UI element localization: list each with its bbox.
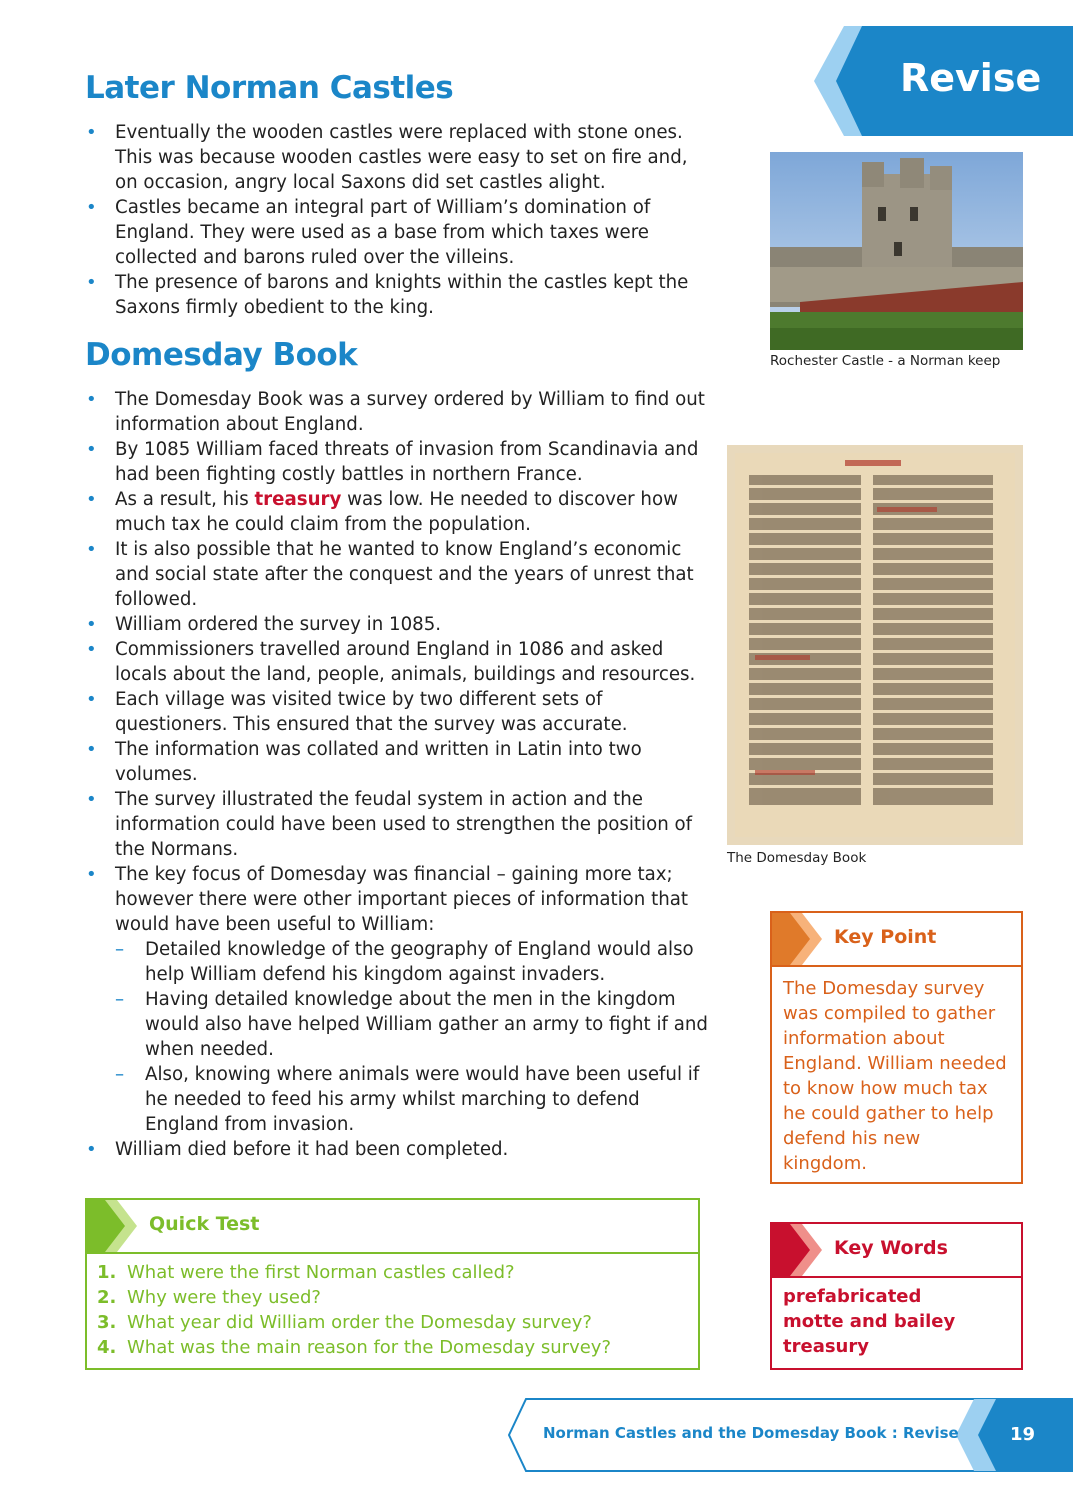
revise-tab-label: Revise	[900, 56, 1042, 100]
key-point-body	[772, 965, 1021, 1182]
quick-test-title: Quick Test	[149, 1213, 260, 1235]
question-number: 4.	[97, 1337, 117, 1358]
key-words-header	[772, 1224, 1021, 1278]
domesday-book-caption: The Domesday Book	[727, 850, 867, 866]
question-text: What year did William order the Domesday survey?	[127, 1312, 592, 1333]
key-point-title: Key Point	[834, 926, 937, 948]
sub-list-item: – Detailed knowledge of the geography of England would also help William defend his kingdom against invaders.	[115, 937, 710, 987]
domesday-book-photo	[727, 445, 1023, 845]
list-item	[97, 1335, 687, 1360]
sub-list-item: – Having detailed knowledge about the men in the kingdom would also have helped William gather an army to fight if and when needed.	[115, 987, 710, 1062]
question-text: What were the first Norman castles called?	[127, 1262, 515, 1283]
key-words-box	[770, 1222, 1023, 1370]
revise-tab	[814, 26, 1073, 136]
list-item	[97, 1310, 687, 1335]
text-span: was low. He needed to discover how much tax he could claim from the population.	[115, 489, 678, 535]
key-words-title: Key Words	[834, 1237, 948, 1259]
keyword-treasury: treasury	[254, 489, 342, 510]
list-item: • The presence of barons and knights within the castles kept the Saxons firmly obedient to the king.	[85, 270, 710, 320]
quick-test-body	[87, 1252, 698, 1368]
key-words-body	[772, 1276, 1021, 1368]
question-text: What was the main reason for the Domesday survey?	[127, 1337, 611, 1358]
question-text: Why were they used?	[127, 1287, 321, 1308]
quick-test-header	[87, 1200, 698, 1254]
castle-photo	[770, 152, 1023, 350]
text-span: The key focus of Domesday was financial – gaining more tax; however there were other important pieces of information that would have been useful to William:	[115, 864, 689, 935]
question-number: 1.	[97, 1262, 117, 1283]
domesday-bullet-list	[85, 387, 710, 1162]
list-item	[97, 1285, 687, 1310]
list-item: • Each village was visited twice by two different sets of questioners. This ensured that the survey was accurate.	[85, 687, 710, 737]
key-word: motte and bailey	[783, 1311, 956, 1332]
page-number: 19	[1010, 1424, 1036, 1445]
list-item	[85, 862, 710, 1137]
list-item: • The survey illustrated the feudal system in action and the information could have been used to strengthen the position of the Normans.	[85, 787, 710, 862]
castle-caption: Rochester Castle - a Norman keep	[770, 353, 1001, 369]
key-point-box	[770, 911, 1023, 1184]
question-number: 2.	[97, 1287, 117, 1308]
key-words-list	[783, 1284, 955, 1359]
footer	[508, 1398, 1073, 1472]
list-item: • William died before it had been completed.	[85, 1137, 710, 1162]
text-span: As a result, his	[115, 489, 255, 510]
quick-test-box	[85, 1198, 700, 1370]
castles-bullet-list	[85, 120, 710, 320]
list-item	[85, 487, 710, 537]
sub-bullet-list	[115, 937, 710, 1137]
key-word: treasury	[783, 1336, 869, 1357]
list-item: • Eventually the wooden castles were replaced with stone ones. This was because wooden castles were easy to set on fire and, on occasion, angry local Saxons did set castles alight.	[85, 120, 710, 195]
list-item: • It is also possible that he wanted to know England’s economic and social state after the conquest and the years of unrest that followed.	[85, 537, 710, 612]
question-number: 3.	[97, 1312, 117, 1333]
list-item: • Castles became an integral part of William’s domination of England. They were used as a base from which taxes were collected and barons ruled over the villeins.	[85, 195, 710, 270]
section-title-castles: Later Norman Castles	[85, 70, 454, 106]
key-point-header	[772, 913, 1021, 967]
list-item: • The Domesday Book was a survey ordered by William to find out information about England.	[85, 387, 710, 437]
list-item: • William ordered the survey in 1085.	[85, 612, 710, 637]
section-title-domesday: Domesday Book	[85, 337, 358, 373]
key-word: prefabricated	[783, 1286, 922, 1307]
list-item: • The information was collated and written in Latin into two volumes.	[85, 737, 710, 787]
quick-test-questions	[97, 1260, 687, 1360]
list-item: • Commissioners travelled around England in 1086 and asked locals about the land, people, animals, buildings and resources.	[85, 637, 710, 687]
key-point-text: The Domesday survey was compiled to gather information about England. William needed to know how much tax he could gather to help defend his new kingdom.	[783, 978, 1007, 1174]
sub-list-item: – Also, knowing where animals were would have been useful if he needed to feed his army whilst marching to defend England from invasion.	[115, 1062, 710, 1137]
list-item	[97, 1260, 687, 1285]
list-item: • By 1085 William faced threats of invasion from Scandinavia and had been fighting costly battles in northern France.	[85, 437, 710, 487]
footer-title: Norman Castles and the Domesday Book : Revise	[543, 1424, 959, 1442]
